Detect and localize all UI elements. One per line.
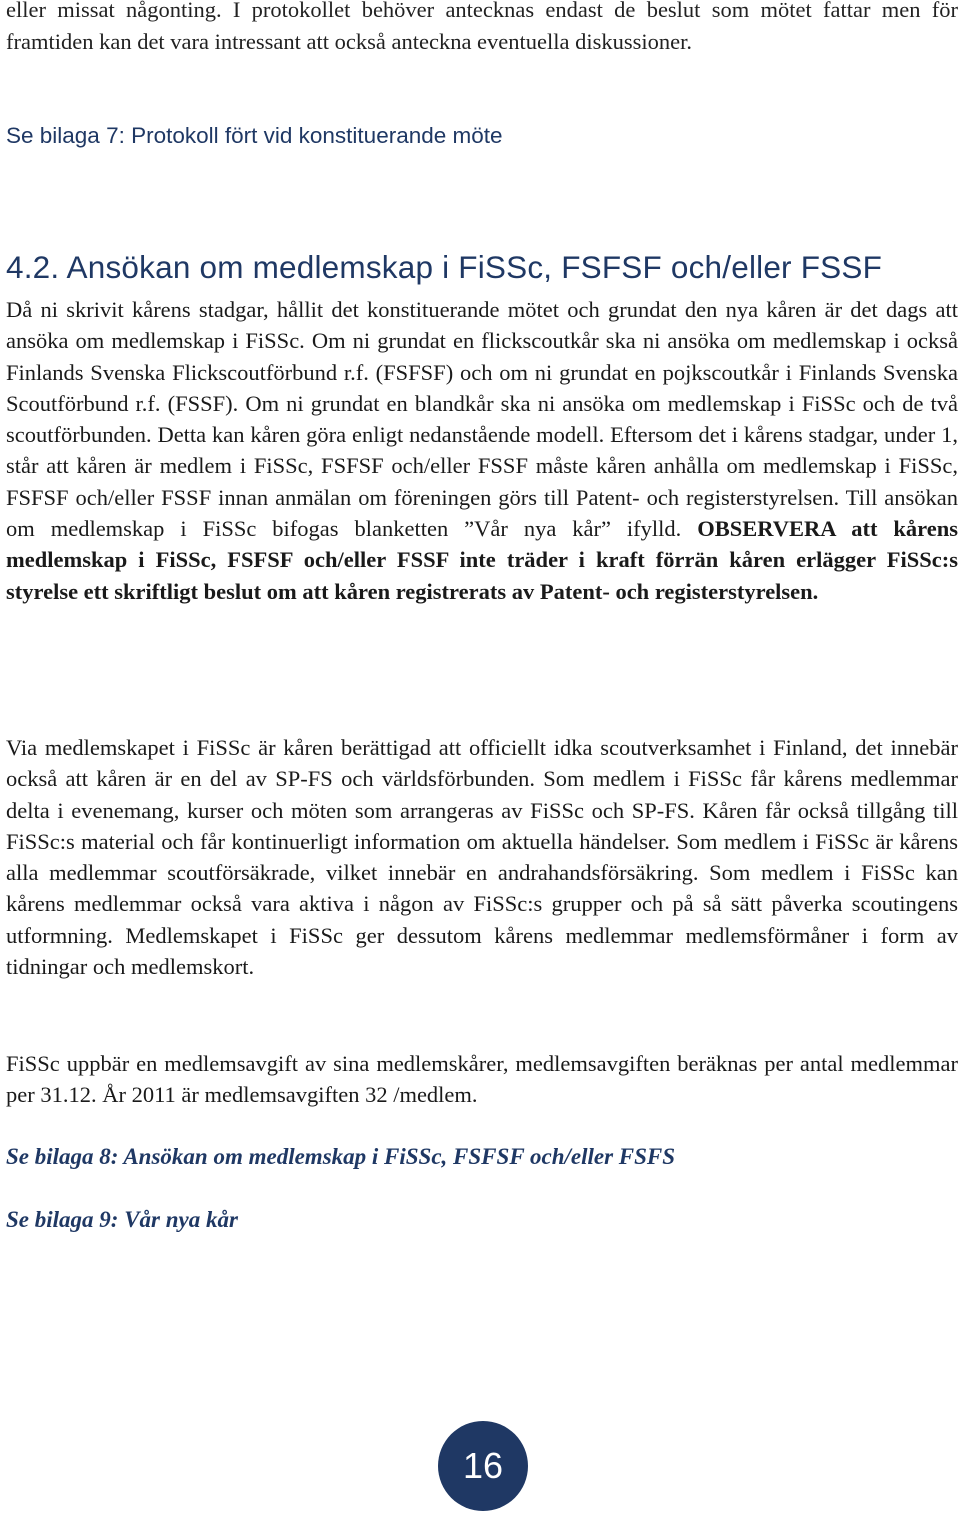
intro-paragraph: eller missat någonting. I protokollet behöver antecknas endast de beslut som mötet fattar men för framtiden kan det vara intressant att också anteckna eventuella diskussioner. [6,0,958,54]
section-heading: 4.2. Ansökan om medlemskap i FiSSc, FSFSF och/eller FSSF [6,249,883,285]
page-number-badge [438,1421,528,1511]
membership-benefits-paragraph: Via medlemskapet i FiSSc är kåren berättigad att officiellt idka scoutverksamhet i Finland, det innebär också att kåren är en del av SP-FS och världsförbunden. Som medlem i FiSSc får kårens medlemmar delta i evenemang, kurser och möten som arrangeras av FiSSc och SP-FS. Kåren får också tillgång till FiSSc:s material och får kontinuerligt information om aktuella händelser. Som medlem i FiSSc är kårens alla medlemmar scoutförsäkrade, vilket innebär en andrahandsförsäkring. Som medlem i FiSSc kan kårens medlemmar också vara aktiva i någon av FiSSc:s grupper och på så sätt påverka scoutingens utformning. Medlemskapet i FiSSc ger dessutom kårens medlemmar medlemsförmåner i form av tidningar och medlemskort. [6,735,958,980]
membership-application-paragraph [6,294,958,607]
page-number: 16 [462,1445,504,1486]
annex-8-reference[interactable]: Se bilaga 8: Ansökan om medlemskap i FiSSc, FSFSF och/eller FSFS [6,1144,676,1169]
annex-9-reference[interactable]: Se bilaga 9: Vår nya kår [6,1207,238,1232]
observe-notice: OBSERVERA att kårens medlemskap i FiSSc, FSFSF och/eller FSSF inte träder i kraft förrän kåren erlägger FiSSc:s styrelse ett skriftligt beslut om att kåren registrerats av Patent- och registerstyrelsen. [6,516,958,604]
annex-7-reference[interactable]: Se bilaga 7: Protokoll fört vid konstituerande möte [6,123,503,148]
membership-fee-paragraph: FiSSc uppbär en medlemsavgift av sina medlemskårer, medlemsavgiften beräknas per antal medlemmar per 31.12. År 2011 är medlemsavgiften 32 /medlem. [6,1051,958,1108]
paragraph-normal-text: Då ni skrivit kårens stadgar, hållit det konstituerande mötet och grundat den nya kåren är det dags att ansöka om medlemskap i FiSSc. Om ni grundat en flickscoutkår ska ni ansöka om medlemskap i också Finlands Svenska Flickscoutförbund r.f. (FSFSF) och om ni grundat en pojkscoutkår i Finlands Svenska Scoutförbund r.f. (FSSF). Om ni grundat en blandkår ska ni ansöka om medlemskap i FiSSc och de två scoutförbunden. Detta kan kåren göra enligt nedanstående modell. Eftersom det i kårens stadgar, under 1, står att kåren är medlem i FiSSc, FSFSF och/eller FSSF måste kåren anhålla om medlemskap i FiSSc, FSFSF och/eller FSSF innan anmälan om föreningen görs till Patent- och registerstyrelsen. Till ansökan om medlemskap i FiSSc bifogas blanketten ”Vår nya kår” ifylld. [6,297,958,542]
